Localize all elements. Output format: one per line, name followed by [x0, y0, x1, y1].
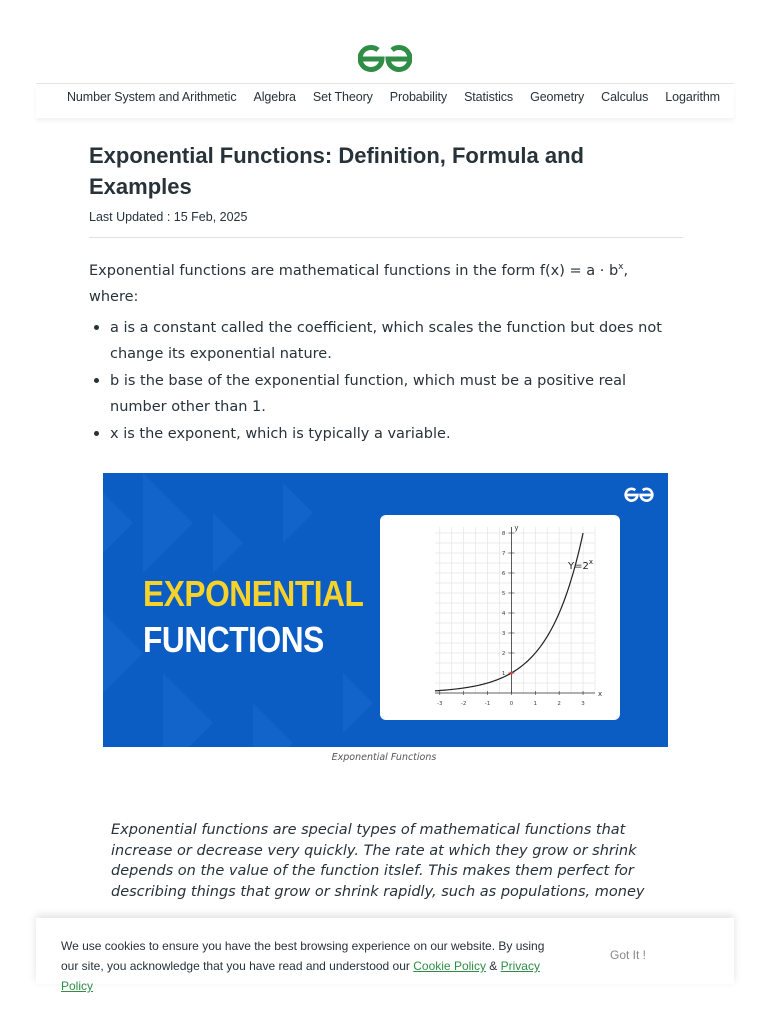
x-axis-label: x	[598, 690, 603, 698]
y-tick-label: 2	[501, 651, 506, 657]
intro-superscript: x	[618, 262, 624, 272]
intro-text: Exponential functions are mathematical functions in the form f(x) = a · b	[89, 262, 619, 279]
x-tick-label: 2	[557, 701, 561, 707]
exponential-functions-banner	[103, 473, 668, 747]
cookie-amp: &	[485, 959, 501, 973]
got-it-button[interactable]: Got It !	[610, 948, 647, 962]
banner-title-line2: FUNCTIONS	[143, 619, 324, 660]
nav-item-number-system[interactable]: Number System and Arithmetic	[67, 90, 237, 104]
gfg-logo-icon[interactable]	[358, 44, 412, 74]
y-tick-label: 7	[501, 551, 506, 557]
y-axis-label: y	[514, 524, 519, 532]
intro-quote: Exponential functions are special types of mathematical functions that increase or decrease very quickly. The rate at which they grow or shrink depends on the value of the function itslef. This makes them perfect for describing things that grow or shrink rapidly, such as populations, money	[111, 822, 645, 900]
x-tick-label: 0	[509, 701, 514, 707]
banner-caption: Exponential Functions	[331, 752, 437, 763]
topic-nav	[36, 84, 734, 118]
nav-item-algebra[interactable]: Algebra	[253, 90, 296, 104]
series-line-y-2x	[435, 533, 583, 691]
y-tick-label: 1	[501, 671, 506, 677]
graph-card	[380, 515, 620, 720]
curve-label: $Y=2^x$	[568, 558, 594, 572]
nav-item-calculus[interactable]: Calculus	[601, 90, 649, 104]
y-tick-label: 8	[501, 531, 506, 537]
cookie-message	[61, 936, 561, 996]
nav-item-probability[interactable]: Probability	[389, 90, 448, 104]
y-tick-label: 3	[501, 631, 506, 637]
x-tick-label: -1	[484, 701, 491, 707]
gfg-banner-logo-icon	[624, 487, 654, 503]
exponential-graph	[380, 515, 620, 720]
list-item-exponent: x is the exponent, which is typically a variable.	[110, 421, 680, 447]
graph-grid	[435, 527, 595, 693]
y-tick-label: 4	[501, 611, 506, 617]
list-item-base: b is the base of the exponential function, which must be a positive real number other than 1.	[110, 368, 680, 420]
intro-paragraph	[89, 254, 669, 310]
x-tick-label: -3	[437, 701, 443, 707]
x-tick-label: -2	[460, 701, 467, 707]
graph-axes	[435, 524, 602, 698]
y-tick-label: 5	[501, 591, 506, 597]
cookie-message-text: We use cookies to ensure you have the best browsing experience on our website. By using our site, you acknowledge that you have read and understood our	[61, 939, 545, 973]
y-tick-label: 6	[501, 571, 506, 577]
cookie-banner	[36, 918, 734, 993]
last-updated: Last Updated : 15 Feb, 2025	[89, 210, 248, 224]
intro-text-end: , where:	[89, 262, 629, 305]
cookie-policy-link[interactable]: Cookie Policy	[413, 959, 486, 973]
nav-item-logarithm[interactable]: Logarithm	[665, 90, 720, 104]
article-header	[89, 140, 684, 238]
definition-list	[110, 315, 680, 448]
privacy-policy-link[interactable]: Privacy Policy	[61, 959, 540, 993]
site-header	[0, 0, 768, 84]
title-divider	[89, 237, 683, 238]
graph-curve	[435, 533, 583, 691]
nav-item-geometry[interactable]: Geometry	[530, 90, 585, 104]
x-tick-label: 1	[533, 701, 538, 707]
nav-item-statistics[interactable]: Statistics	[464, 90, 514, 104]
point-0-1	[510, 672, 513, 675]
banner-title-line1: EXPONENTIAL	[143, 573, 364, 614]
page-title: Exponential Functions: Definition, Formula and Examples	[89, 143, 584, 199]
x-tick-label: 3	[581, 701, 585, 707]
nav-item-set-theory[interactable]: Set Theory	[312, 90, 373, 104]
list-item-coefficient: a is a constant called the coefficient, which scales the function but does not change its exponential nature.	[110, 315, 680, 367]
